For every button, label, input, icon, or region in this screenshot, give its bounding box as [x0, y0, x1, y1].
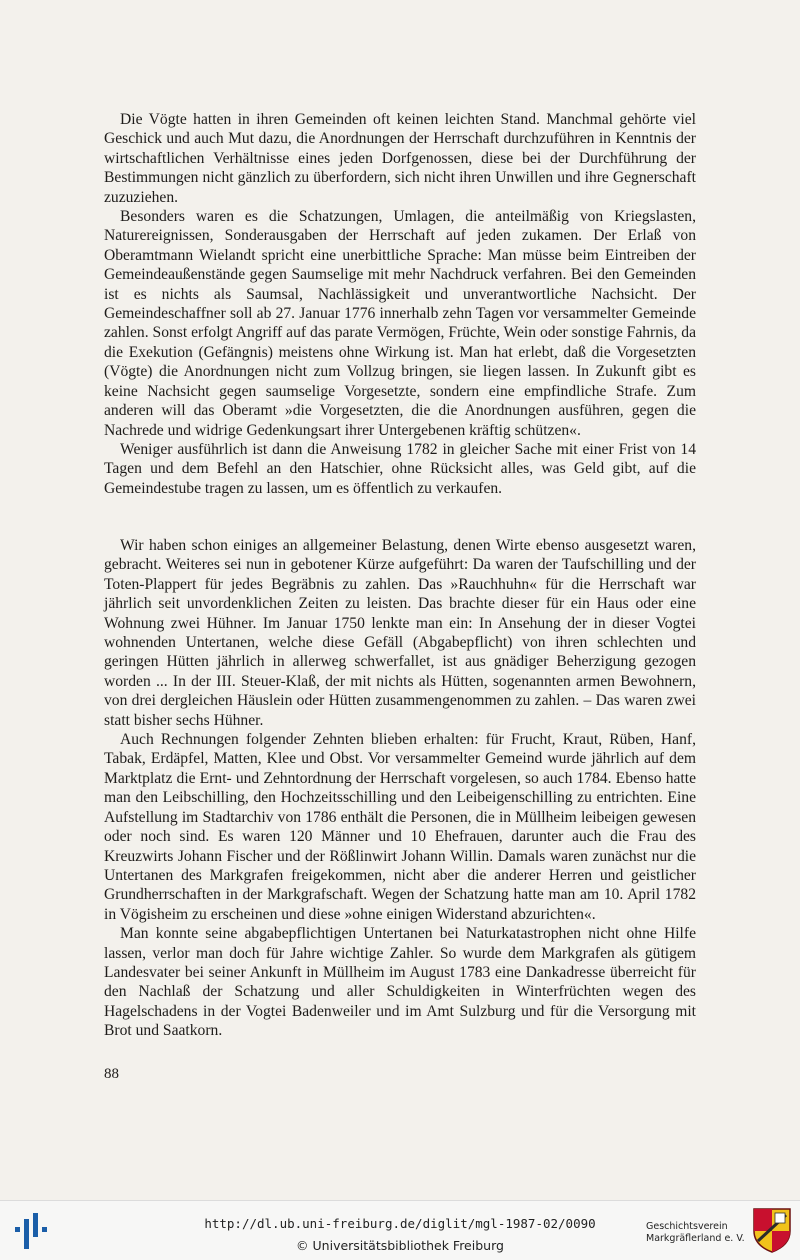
society-name-line2: Markgräflerland e. V. — [646, 1233, 745, 1244]
copyright-notice: © Universitätsbibliothek Freiburg — [296, 1238, 504, 1253]
paragraph: Weniger ausführlich ist dann die Anweisung 1782 in gleicher Sache mit einer Frist von 14 Tagen und dem Befehl an den Hatschier, ohne Rücksicht alles, was Geld gibt, auf die Gemeindestube tragen zu lassen, um es öffentlich zu verkaufen. — [104, 440, 696, 497]
footer-bar — [0, 1200, 800, 1260]
paragraph: Die Vögte hatten in ihren Gemeinden oft keinen leichten Stand. Manchmal gehörte viel Geschick und auch Mut dazu, die Anordnungen der Herrschaft durchzuführen in Kenntnis der wirtschaftlichen Verhältnisse eines jeden Dorfgenossen, diese bei der Durchführung der Bestimmungen nicht gänzlich zu überfordern, sich nicht ihren Unwillen und ihre Gegnerschaft zuzuziehen. — [104, 111, 696, 206]
paragraph: Besonders waren es die Schatzungen, Umlagen, die anteilmäßig von Kriegslasten, Naturereignissen, Sonderausgaben der Herrschaft auf jeden zukamen. Der Erlaß von Oberamtmann Wielandt spricht eine unerbittliche Sprache: Man müsse beim Eintreiben der Gemeindeaußenstände gegen Saumselige mit mehr Nachdruck verfahren. Bei den Gemeinden ist es nichts als Saumsal, Nachlässigkeit und unverantwortliche Nachsicht. Der Gemeindeschaffner soll ab 27. Januar 1776 innerhalb zehn Tagen vor versammelter Gemeinde zahlen. Sonst erfolgt Angriff auf das parate Vermögen, Früchte, Wein oder sonstige Fahrnis, da die Exekution (Gefängnis) meistens ohne Wirkung ist. Man hat erlebt, daß die Vorgesetzten (Vögte) die Anordnungen nicht zum Vollzug bringen, sie liegen lassen. In Zukunft gibt es keine Nachsicht gegen saumselige Vorgesetzte, sondern eine empfindliche Strafe. Zum anderen will das Oberamt »die Vorgesetzten, die die Anordnungen ausführen, gegen die Nachrede und widrige Gedenkungsart ihrer Untergebenen kräftig schützen«. — [104, 208, 696, 439]
paragraph: Auch Rechnungen folgender Zehnten blieben erhalten: für Frucht, Kraut, Rüben, Hanf, Tabak, Erdäpfel, Matten, Klee und Obst. Vor versammelter Gemeind wurde jährlich auf dem Marktplatz die Ernt- und Zehntordnung der Herrschaft vorgelesen, so auch 1784. Ebenso hatte man den Leibschilling, den Hochzeitsschilling und den Leibeigenschilling zu entrichten. Eine Aufstellung im Stadtarchiv von 1786 enthält die Personen, die in Müllheim leibeigen gewesen oder noch sind. Es waren 120 Männer und 10 Ehefrauen, darunter auch die Frau des Kreuzwirts Johann Fischer und der Rößlinwirt Johann Willin. Damals waren zunächst nur die Untertanen des Markgrafen freigekommen, nicht aber die anderer Herren und geistlicher Grundherrschaften in der Markgrafschaft. Wegen der Schatzung hatte man am 10. April 1782 in Vögisheim zu erscheinen und diese »ohne einigen Widerstand abzurichten«. — [104, 731, 696, 923]
text-section-top — [104, 110, 696, 498]
paragraph: Man konnte seine abgabepflichtigen Untertanen bei Naturkatastrophen nicht ohne Hilfe lassen, verlor man doch für Jahre wichtige Zahler. So wurde dem Markgrafen als gütigem Landesvater bei seiner Ankunft in Müllheim im August 1783 eine Dankadresse überreicht für den Nachlaß der Schatzung und aller Schuldigkeiten in Winterfrüchten wegen des Hagelschadens in der Vogtei Badenweiler und im Amt Sulzburg und für die Versorgung mit Brot und Saatkorn. — [104, 925, 696, 1040]
society-name-line1: Geschichtsverein — [646, 1221, 728, 1232]
text-section-bottom — [104, 536, 696, 1041]
paragraph: Wir haben schon einiges an allgemeiner Belastung, denen Wirte ebenso ausgesetzt waren, gebracht. Weiteres sei nun in gebotener Kürze aufgeführt: Da waren der Taufschilling und der Toten-Plappert für jedes Begräbnis zu zahlen. Das »Rauchhuhn« für die Herrschaft war jährlich seit unvordenklichen Zeiten zu leisten. Das brachte dieser für ein Haus oder eine Wohnung zwei Hühner. Im Januar 1750 lenkte man ein: In Ansehung der in dieser Vogtei wohnenden Untertanen, welche diese Gefäll (Abgabepflicht) von ihren schlechten und geringen Hütten jährlich in allerweg schwerfallet, ist aus gnädiger Beherzigung gezogen worden ... In der III. Steuer-Klaß, der mit nichts als Hütten, sogenannten armen Bewohnern, von drei dergleichen Häuslein oder Hütten zusammengenommen zu zahlen. – Das waren zwei statt bisher sechs Hühner. — [104, 537, 696, 729]
society-name — [646, 1221, 746, 1245]
library-bars-logo-icon — [12, 1211, 52, 1251]
page-number: 88 — [104, 1066, 119, 1082]
permalink-url[interactable]: http://dl.ub.uni-freiburg.de/diglit/mgl-1987-02/0090 — [204, 1216, 596, 1231]
coat-of-arms-icon — [752, 1207, 792, 1253]
